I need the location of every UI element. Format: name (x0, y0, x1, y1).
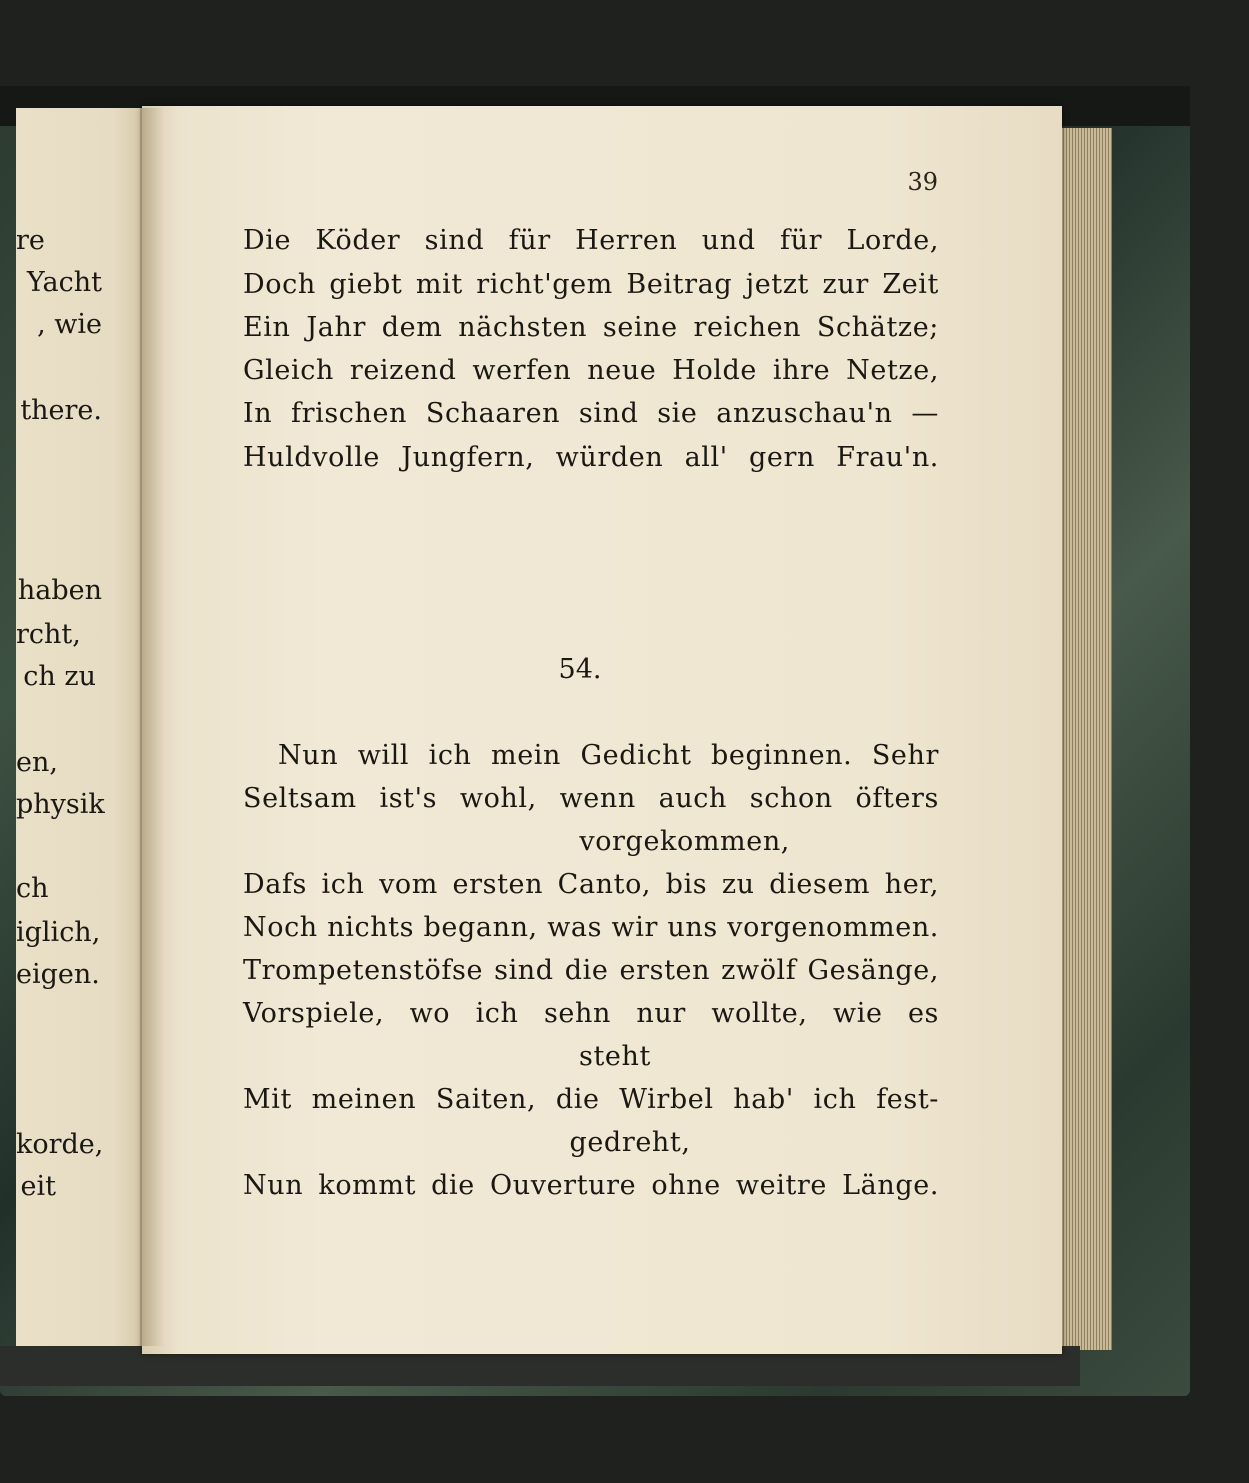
verse-line: Mit meinen Saiten, die Wirbel hab' ich fest- (243, 1084, 939, 1115)
left-fragment: there. (20, 395, 102, 426)
left-fragment: eigen. (16, 959, 100, 990)
verse-line: Dafs ich vom ersten Canto, bis zu diesem her, (243, 869, 939, 900)
left-fragment: re (16, 225, 45, 256)
verse-line: Doch giebt mit richt'gem Beitrag jetzt zur Zeit (243, 269, 939, 300)
left-fragment: rcht, (16, 619, 81, 650)
left-fragment: iglich, (16, 917, 101, 948)
left-fragment: eit (20, 1171, 56, 1202)
left-fragment: haben (17, 575, 102, 606)
verse-line: Seltsam ist's wohl, wenn auch schon öfters (243, 783, 939, 814)
verse-line-continuation: gedreht, (569, 1127, 691, 1158)
verse-line: In frischen Schaaren sind sie anzuschau'n — (243, 398, 939, 429)
verse-line: Huldvolle Jungfern, würden all' gern Frau'n. (243, 442, 939, 473)
left-fragment: korde, (16, 1129, 104, 1160)
verse-line: Nun will ich mein Gedicht beginnen. Sehr (278, 740, 939, 771)
left-fragment: en, (16, 747, 58, 778)
left-fragment: Yacht (26, 267, 102, 298)
page-number: 39 (907, 168, 938, 196)
left-fragment: ch (16, 873, 49, 904)
left-fragment: , wie (37, 309, 102, 340)
left-fragment: physik (16, 789, 105, 820)
verse-line: Trompetenstöfse sind die ersten zwölf Gesänge, (243, 955, 939, 986)
book-gutter (140, 108, 164, 1346)
verse-line-continuation: steht (579, 1041, 651, 1072)
verse-line: Die Köder sind für Herren und für Lorde, (243, 225, 939, 256)
verse-line: Ein Jahr dem nächsten seine reichen Schätze; (243, 312, 939, 343)
verse-line: Noch nichts begann, was wir uns vorgenommen. (243, 912, 939, 943)
stanza-number: 54. (558, 654, 602, 685)
left-fragment: ch zu (23, 661, 96, 692)
verse-line: Gleich reizend werfen neue Holde ihre Netze, (243, 355, 939, 386)
verse-line: Vorspiele, wo ich sehn nur wollte, wie es (243, 998, 939, 1029)
verse-line: Nun kommt die Ouverture ohne weitre Länge. (243, 1170, 939, 1201)
verse-line-continuation: vorgekommen, (579, 826, 790, 857)
